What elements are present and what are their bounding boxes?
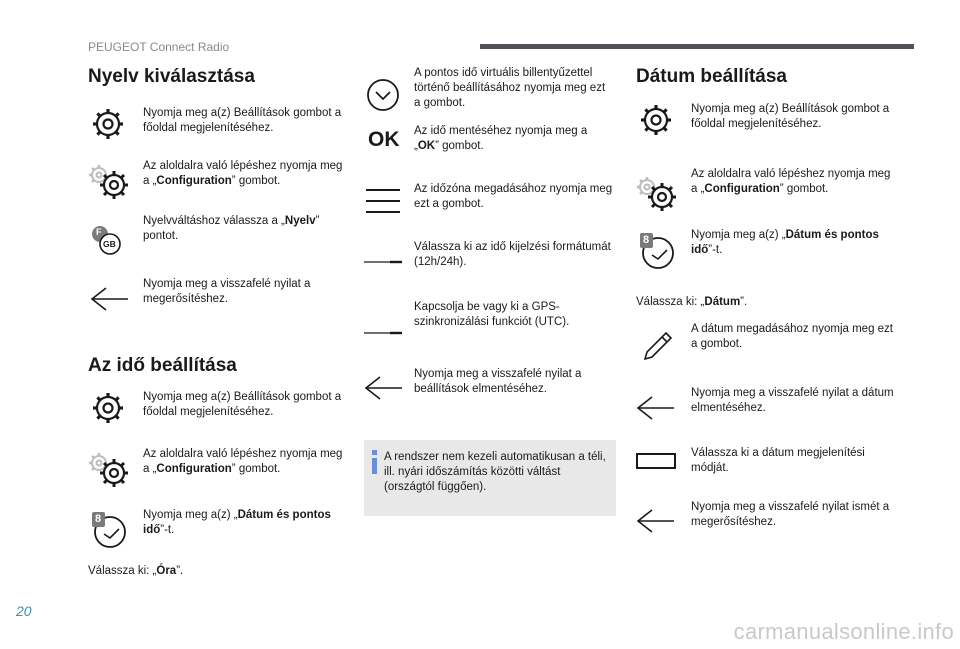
pencil-icon (640, 330, 674, 369)
time-step-1: Nyomja meg a(z) Beállítások gombot a főoldal megjelenítéséhez. (143, 391, 342, 418)
time-save-step: Az idő mentéséhez nyomja meg a „OK” gombot. (414, 125, 588, 152)
section-title-date: Dátum beállítása (636, 66, 787, 87)
language-step-3: Nyelvváltáshoz válassza a „Nyelv” pontot. (143, 215, 320, 242)
running-header: PEUGEOT Connect Radio (88, 40, 230, 54)
language-step-1: Nyomja meg a(z) Beállítások gombot a főoldal megjelenítéséhez. (143, 107, 342, 134)
date-back-step: Nyomja meg a visszafelé nyilat a dátum elmentéséhez. (691, 387, 894, 414)
clock-icon (88, 510, 128, 550)
info-note-text: A rendszer nem kezeli automatikusan a téli, ill. nyári időszámítás közötti váltást (országtól függően). (384, 451, 606, 493)
clock-badge: 8 (643, 234, 650, 246)
flag-f-label: F (96, 227, 102, 237)
configuration-gears-icon (634, 175, 680, 218)
clock-badge: 8 (95, 513, 102, 525)
gps-sync-step: Kapcsolja be vagy ki a GPS-szinkronizálási funkciót (UTC). (414, 301, 570, 328)
time-step-2: Az aloldalra való lépéshez nyomja meg a „Configuration” gombot. (143, 448, 343, 475)
section-title-language: Nyelv kiválasztása (88, 66, 255, 87)
ok-icon: OK (368, 128, 400, 151)
time-select-text: Válassza ki: „Óra”. (88, 565, 184, 577)
gear-icon (88, 388, 128, 433)
time-keyboard-step: A pontos idő virtuális billentyűzettel történő beállításához nyomja meg ezt a gombot. (414, 67, 606, 109)
language-step-4: Nyomja meg a visszafelé nyilat a megerősítéshez. (143, 278, 311, 305)
info-note (364, 440, 616, 516)
back-arrow-icon (364, 375, 404, 406)
language-flags-icon (88, 222, 128, 258)
back-arrow-icon (636, 508, 676, 539)
toggle-icon (364, 252, 402, 270)
date-format-icon (636, 453, 676, 474)
configuration-gears-icon (86, 451, 132, 494)
date-confirm-step: Nyomja meg a visszafelé nyilat ismét a megerősítéshez. (691, 501, 890, 528)
date-step-1: Nyomja meg a(z) Beállítások gombot a főoldal megjelenítéséhez. (691, 103, 890, 130)
clock-icon (636, 231, 676, 271)
date-select-text: Válassza ki: „Dátum”. (636, 296, 748, 308)
info-icon (370, 450, 380, 474)
date-format-step: Válassza ki a dátum megjelenítési módját. (691, 447, 865, 474)
chevron-down-icon (366, 78, 400, 117)
timezone-step: Az időzóna megadásához nyomja meg ezt a gombot. (414, 183, 613, 210)
date-step-2: Az aloldalra való lépéshez nyomja meg a „Configuration” gombot. (691, 168, 891, 195)
back-arrow-icon (636, 395, 676, 426)
gear-icon (636, 100, 676, 145)
time-back-step: Nyomja meg a visszafelé nyilat a beállítások elmentéséhez. (414, 368, 582, 395)
language-step-2: Az aloldalra való lépéshez nyomja meg a „Configuration” gombot. (143, 160, 343, 187)
header-bar (480, 44, 914, 49)
flag-gb-label: GB (103, 239, 116, 249)
menu-icon (366, 186, 400, 221)
date-step-3: Nyomja meg a(z) „Dátum és pontos idő”-t. (691, 229, 879, 256)
gear-icon (88, 104, 128, 149)
section-title-time: Az idő beállítása (88, 355, 237, 376)
configuration-gears-icon (86, 163, 132, 206)
watermark: carmanualsonline.info (733, 619, 954, 644)
page-number: 20 (16, 603, 32, 619)
time-format-step: Válassza ki az idő kijelzési formátumát (12h/24h). (414, 241, 611, 268)
time-step-3: Nyomja meg a(z) „Dátum és pontos idő”-t. (143, 509, 331, 536)
back-arrow-icon (90, 286, 130, 317)
toggle-icon (364, 323, 402, 341)
date-pencil-step: A dátum megadásához nyomja meg ezt a gombot. (691, 323, 894, 350)
